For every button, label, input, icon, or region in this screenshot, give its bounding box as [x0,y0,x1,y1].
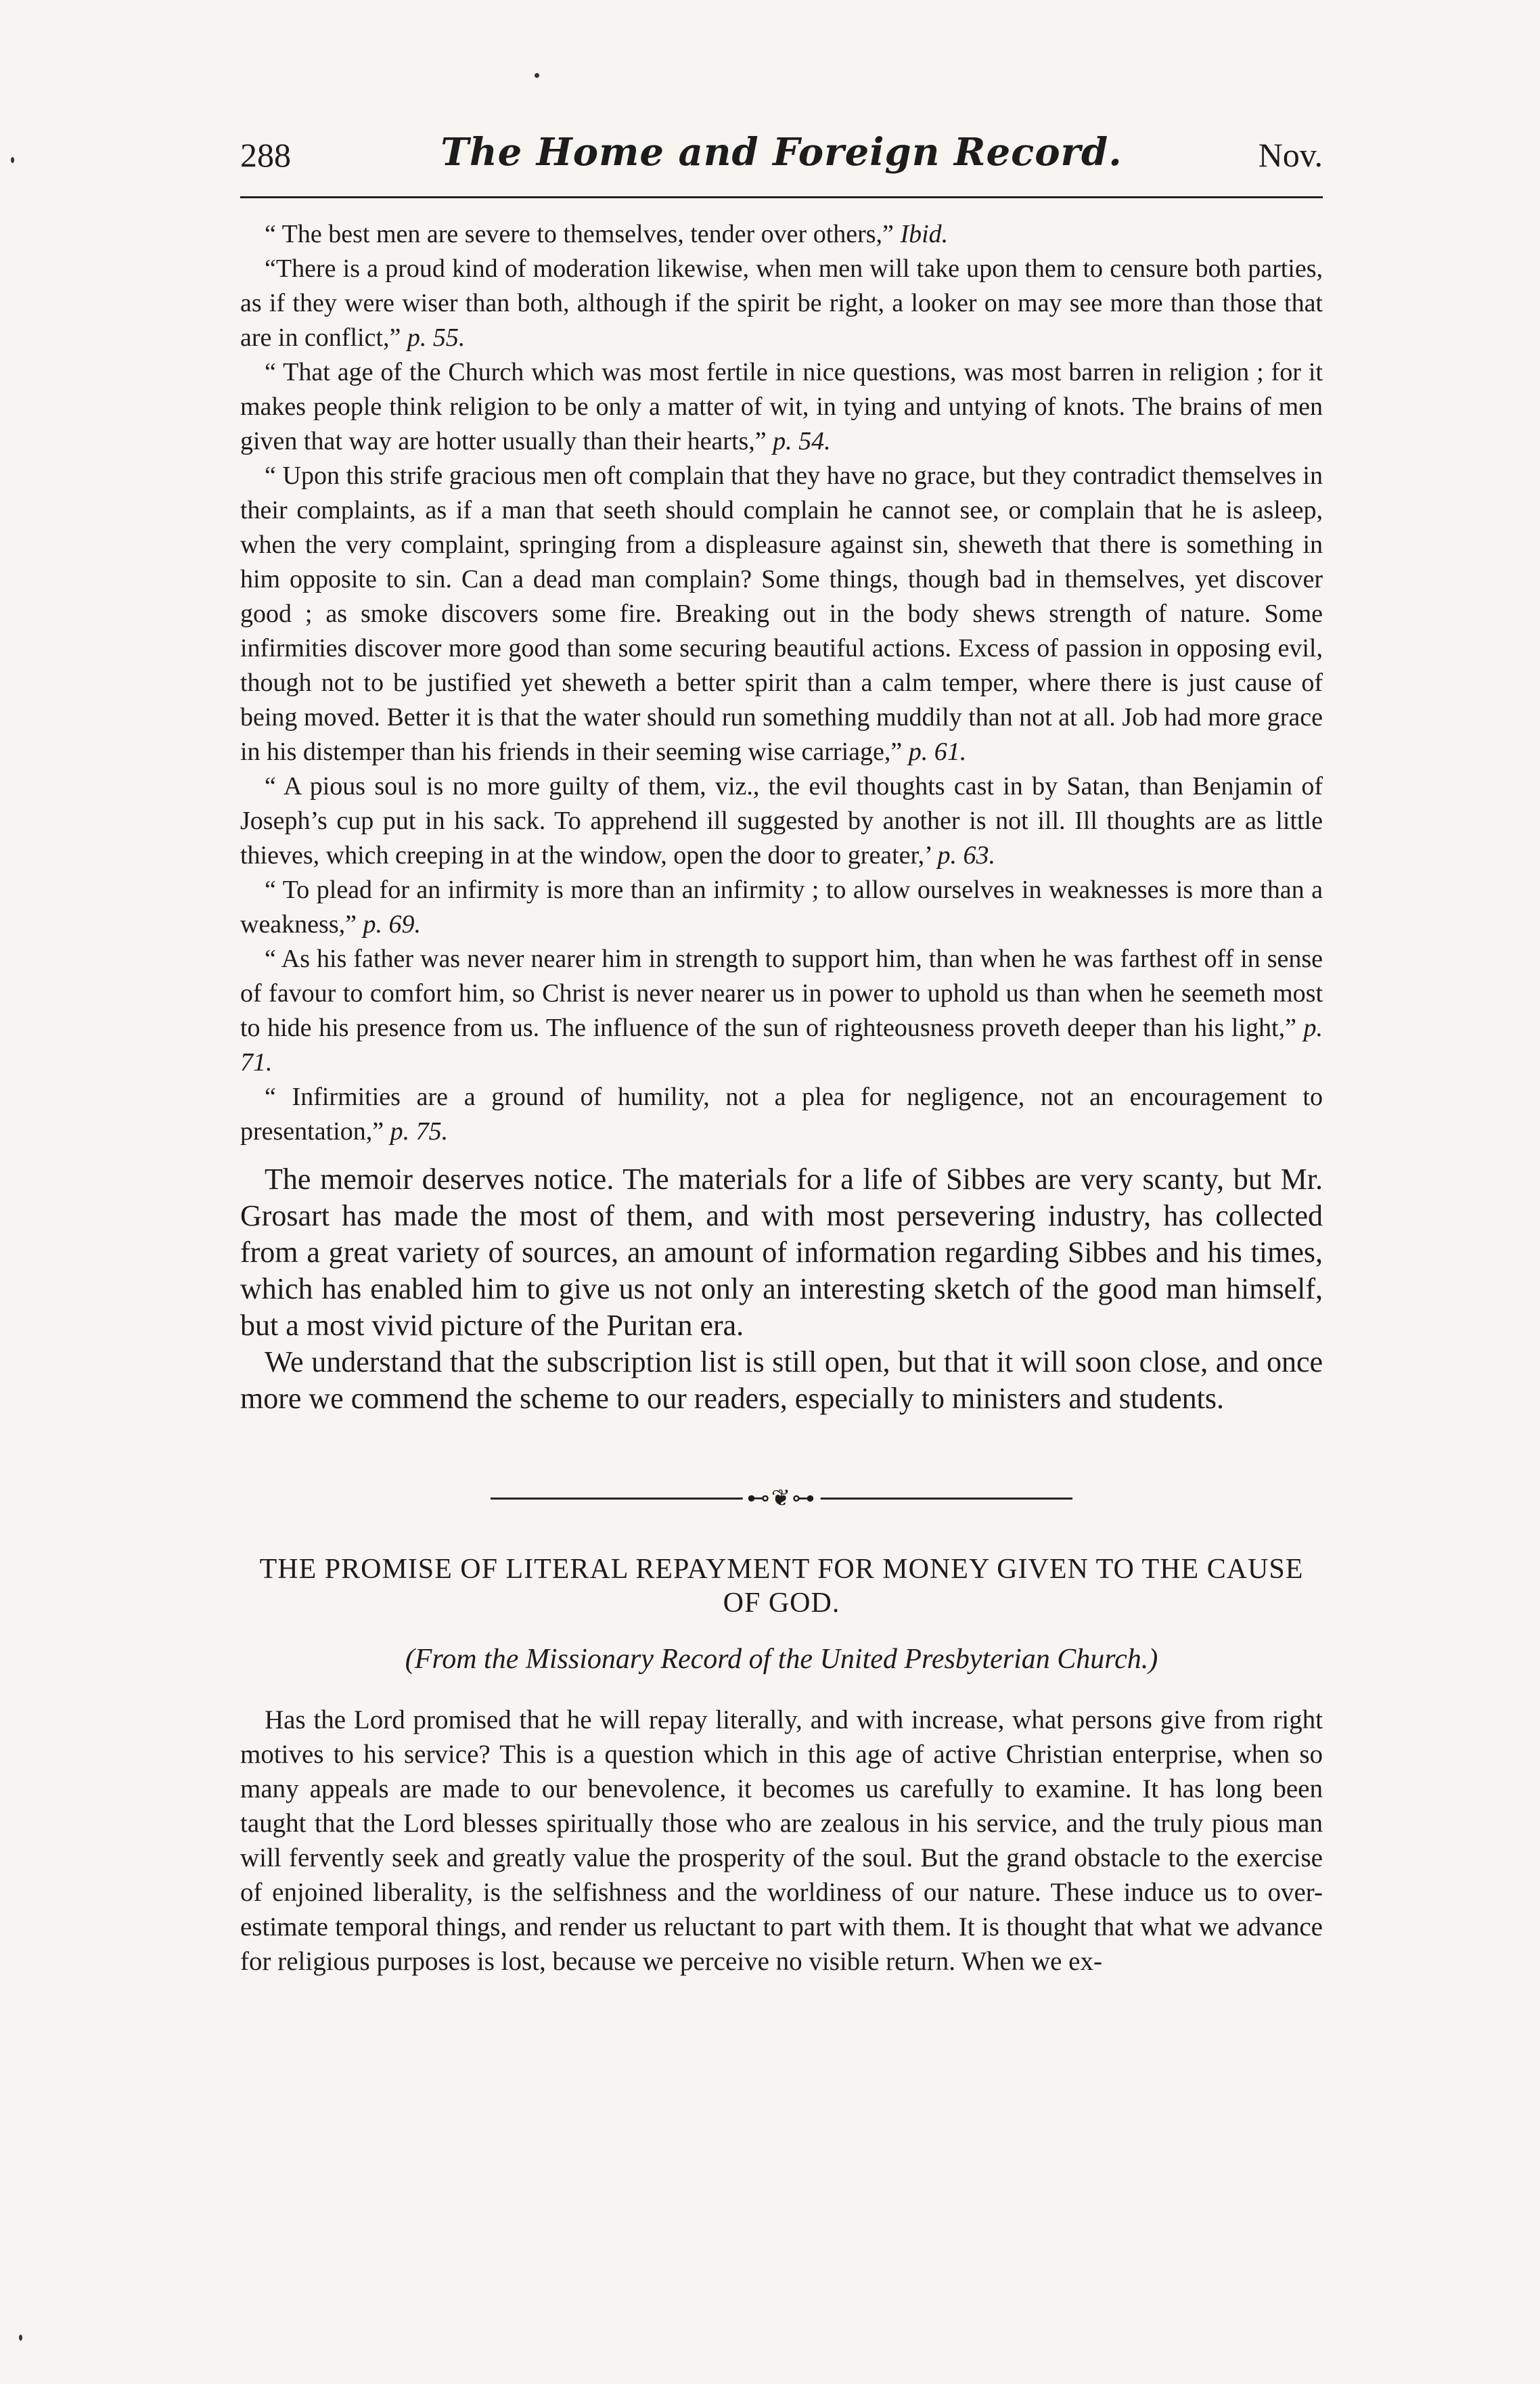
quote-source: p. 63. [937,841,995,870]
print-speck [19,2335,22,2341]
quote-source: p. 55. [407,323,466,352]
running-title: The Home and Foreign Record. [440,130,1123,175]
page-number: 288 [240,136,291,174]
quotations [240,217,1323,1149]
divider-line-left [491,1498,748,1500]
quotation: “ That age of the Church which was most fertile in nice questions, was most barren in religion ; for it makes people think religion to be only a matter of wit, in tying and untying of knots. The brains of men given that way are hotter usually than their hearts,” p. 54. [240,358,1323,455]
quotation: “ To plead for an infirmity is more than an infirmity ; to allow ourselves in weaknesses is more than a weakness,” p. 69. [240,876,1323,939]
quote-source: p. 71. [240,1014,1323,1077]
quote-source: p. 75. [390,1117,449,1146]
ornament-icon: ⊷❦⊶ [743,1485,821,1512]
quotation: “ Upon this strife gracious men oft complain that they have no grace, but they contradict themselves in their complaints, as if a man that seeth should complain he cannot see, or complain that he is asleep, when the very complaint, springing from a displeasure against sin, sheweth that there is something in him opposite to sin. Can a dead man complain? Some things, though bad in themselves, yet discover good ; as smoke discovers some fire. Breaking out in the body shews strength of nature. Some infirmities discover more good than some securing beautiful actions. Excess of passion in opposing evil, though not to be justified yet sheweth a better spirit than a calm temper, where there is just cause of being moved. Better it is that the water should run something muddily than not at all. Job had more grace in his distemper than his friends in their seeming wise carriage,” p. 61. [240,462,1323,766]
running-header [240,122,1323,198]
quote-source: p. 61. [908,738,967,766]
quote-source: Ibid. [900,220,949,248]
article-source: (From the Missionary Record of the United Presbyterian Church.) [405,1644,1158,1675]
divider-line-right [815,1498,1072,1500]
print-speck [11,157,14,163]
print-speck [535,73,539,78]
article-title: THE PROMISE OF LITERAL REPAYMENT FOR MONEY GIVEN TO THE CAUSE OF GOD. [259,1554,1304,1619]
page [240,122,1323,2005]
quote-source: p. 69. [363,910,421,939]
issue-month: Nov. [1258,136,1323,174]
quotation: “There is a proud kind of moderation likewise, when men will take upon them to censure both parties, as if they were wiser than both, although if the spirit be right, a looker on may see more than those that are in conflict,” p. 55. [240,254,1323,352]
body-paragraph: The memoir deserves notice. The materials for a life of Sibbes are very scanty, but Mr. Grosart has made the most of them, and with most persevering industry, has collected from a great variety of sources, an amount of information regarding Sibbes and his times, which has enabled him to give us not only an interesting sketch of the good man himself, but a most vivid picture of the Puritan era. [240,1163,1323,1342]
section-divider [491,1485,1072,1512]
quote-source: p. 54. [773,427,831,455]
article-body: Has the Lord promised that he will repay literally, and with increase, what persons give from right motives to his service? This is a question which in this age of active Christian enterprise, when so many appeals are made to our benevolence, it becomes us carefully to examine. It has long been taught that the Lord blesses spiritually those who are zealous in his service, and the truly pious man will fervently seek and greatly value the prosperity of the soul. But the grand obstacle to the exercise of enjoined liberality, is the selfishness and the worldiness of our nature. These induce us to over-estimate temporal things, and render us reluctant to part with them. It is thought that what we advance for religious purposes is lost, because we perceive no visible return. When we ex- [240,1705,1323,1976]
quotation: “ Infirmities are a ground of humility, not a plea for negligence, not an encouragement to presentation,” p. 75. [240,1083,1323,1146]
quotation: “ As his father was never nearer him in strength to support him, than when he was farthest off in sense of favour to comfort him, so Christ is never nearer us in power to uphold us than when he seemeth most to hide his presence from us. The influence of the sun of righteousness proveth deeper than his light,” p. 71. [240,945,1323,1077]
quotation: “ The best men are severe to themselves, tender over others,” Ibid. [265,220,949,248]
body-paragraph: We understand that the subscription list is still open, but that it will soon close, and once more we commend the scheme to our readers, especially to ministers and students. [240,1345,1323,1415]
quotation: “ A pious soul is no more guilty of them, viz., the evil thoughts cast in by Satan, than Benjamin of Joseph’s cup put in his sack. To apprehend ill suggested by another is not ill. Ill thoughts are as little thieves, which creeping in at the window, open the door to greater,’ p. 63. [240,772,1323,870]
